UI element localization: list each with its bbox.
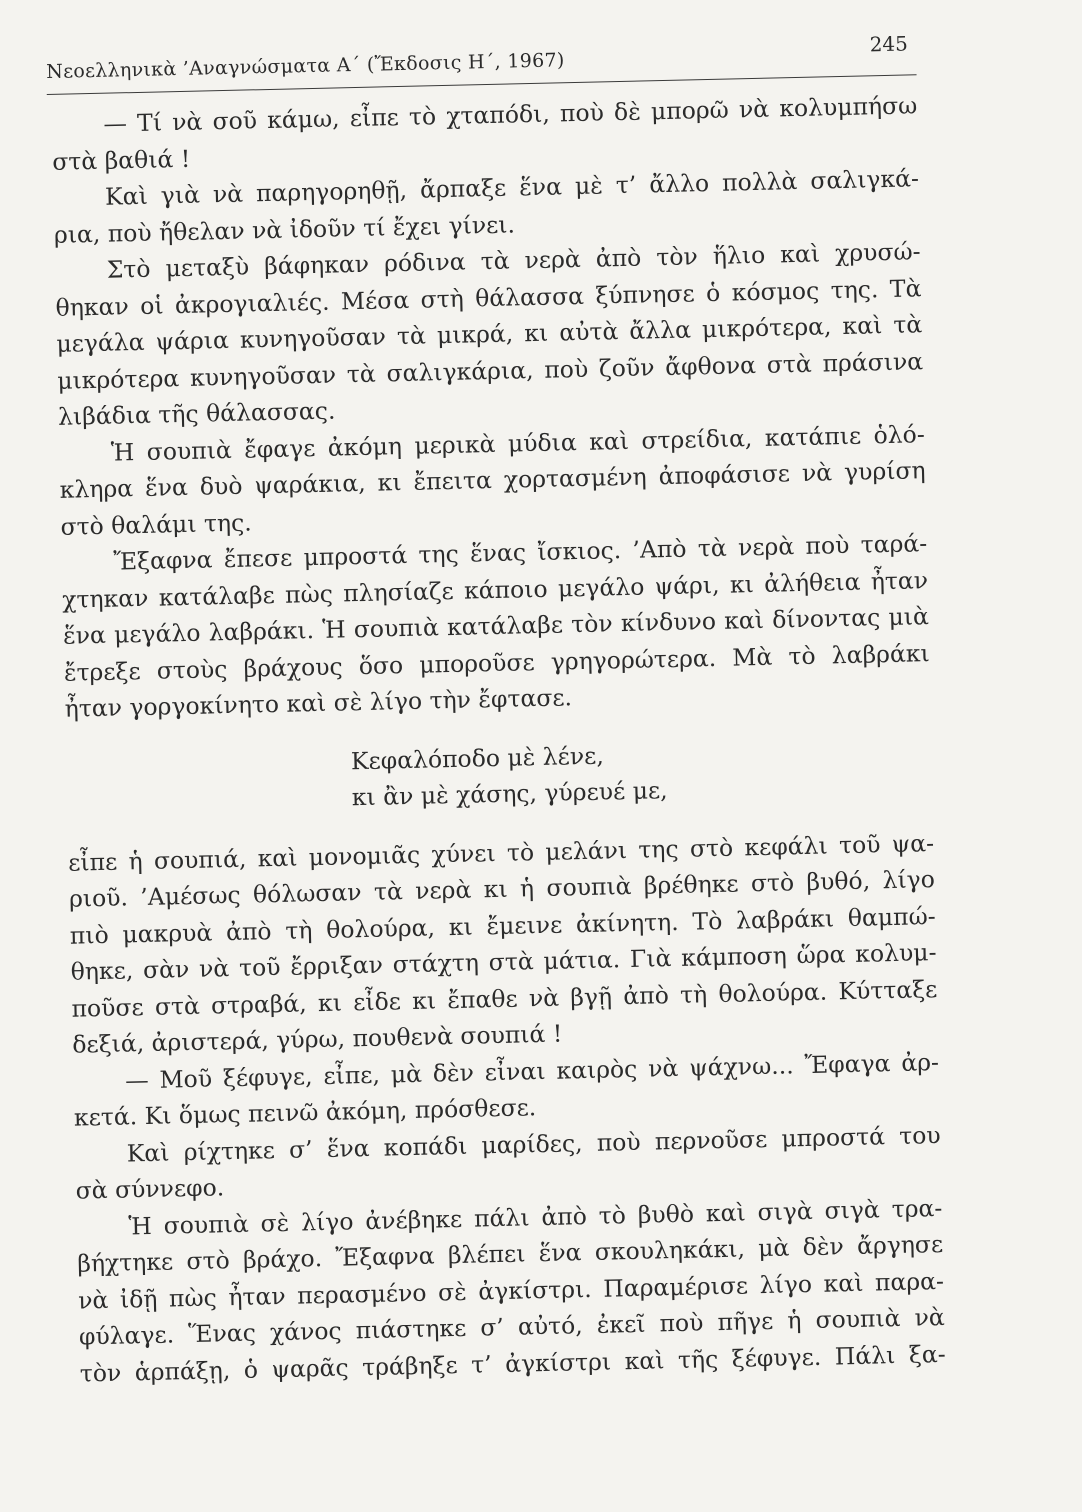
text-line: — Τί νὰ σοῦ κάμω, εἶπε τὸ χταπόδι, ποὺ δὲ μπορῶ νὰ κολυμπήσω — [103, 91, 918, 138]
running-header — [46, 29, 917, 89]
text-line: φύλαγε. Ἕνας χάνος πιάστηκε σ’ αὐτό, ἐκεῖ ποὺ πῆγε ἡ σουπιὰ νὰ — [78, 1302, 946, 1351]
text-line: τὸν ἁρπάξῃ, ὁ ψαρᾶς τράβηξε τ’ ἀγκίστρι καὶ τῆς ξέφυγε. Πάλι ξα- — [79, 1339, 946, 1388]
text-line: κληρα ἕνα δυὸ ψαράκια, κι ἔπειτα χορτασμένη ἀποφάσισε νὰ γυρίση — [59, 456, 926, 504]
text-line: βήχτηκε στὸ βράχο. Ἔξαφνα βλέπει ἕνα σκουληκάκι, μὰ δὲν ἄργησε — [76, 1229, 944, 1278]
text-line: στὰ βαθιά ! — [51, 144, 191, 176]
body-text — [51, 87, 946, 1391]
text-line: νὰ ἰδῇ πὼς ἦταν περασμένο σὲ ἀγκίστρι. Παραμέρισε λίγο καὶ παρα- — [77, 1266, 945, 1315]
verse-line: Κεφαλόποδο μὲ λένε, — [350, 741, 605, 775]
text-line: στὸ θαλάμι της. — [60, 507, 252, 541]
text-line: ρια, ποὺ ἤθελαν νὰ ἰδοῦν τί ἔχει γίνει. — [53, 209, 516, 249]
page-number: 245 — [869, 31, 909, 57]
text-line: Στὸ μεταξὺ βάφηκαν ρόδινα τὰ νερὰ ἀπὸ τὸν ἥλιο καὶ χρυσώ- — [106, 237, 921, 284]
text-line: χτηκαν κατάλαβε πὼς πλησίαζε κάποιο μεγάλο ψάρι, κι ἀλήθεια ἦταν — [61, 565, 929, 614]
text-line: κετά. Κι ὅμως πεινῶ ἀκόμη, πρόσθεσε. — [73, 1093, 537, 1132]
header-title: Νεοελληνικὰ ’Αναγνώσματα Α΄ (Ἔκδοσις Η΄, 1967) — [46, 49, 565, 84]
text-line: — Μοῦ ξέφυγε, εἶπε, μὰ δὲν εἶναι καιρὸς νὰ ψάχνω... Ἔφαγα ἀρ- — [124, 1047, 940, 1094]
text-line: εἶπε ἡ σουπιά, καὶ μονομιᾶς χύνει τὸ μελάνι της στὸ κεφάλι τοῦ ψα- — [67, 828, 935, 877]
text-line: Καὶ γιὰ νὰ παρηγορηθῇ, ἄρπαξε ἕνα μὲ τ’ ἄλλο πολλὰ σαλιγκά- — [104, 164, 920, 211]
text-line: ποῦσε στὰ στραβά, κι εἶδε κι ἔπαθε νὰ βγῇ ἀπὸ τὴ θολούρα. Κύτταξε — [71, 974, 938, 1023]
text-line: λιβάδια τῆς θάλασσας. — [57, 396, 336, 431]
text-line: ἕνα μεγάλο λαβράκι. Ἡ σουπιὰ κατάλαβε τὸν κίνδυνο καὶ δίνοντας μιὰ — [62, 602, 930, 650]
text-line: πιὸ μακρυὰ ἀπὸ τὴ θολούρα, κι ἔμεινε ἀκίνητη. Τὸ λαβράκι θαμπώ- — [69, 901, 936, 950]
text-line: Ἔξαφνα ἔπεσε μπροστά της ἕνας ἴσκιος. ’Απὸ τὰ νερὰ ποὺ ταρά- — [113, 529, 928, 576]
text-line: Ἡ σουπιὰ σὲ λίγο ἀνέβηκε πάλι ἀπὸ τὸ βυθὸ καὶ σιγὰ σιγὰ τρα- — [128, 1193, 943, 1240]
text-line: δεξιά, ἀριστερά, γύρω, πουθενὰ σουπιά ! — [72, 1019, 563, 1059]
verse-line: κι ἂν μὲ χάσης, γύρευέ με, — [351, 776, 668, 812]
text-line: μικρότερα κυνηγοῦσαν τὰ σαλιγκάρια, ποὺ ζοῦν ἄφθονα στὰ πράσινα — [56, 346, 924, 395]
text-line: Καὶ ρίχτηκε σ’ ἕνα κοπάδι μαρίδες, ποὺ περνοῦσε μπροστά του — [126, 1120, 941, 1167]
text-line: ἔτρεξε στοὺς βράχους ὅσο μποροῦσε γρηγορώτερα. Μὰ τὸ λαβράκι — [63, 638, 930, 687]
text-line: θηκε, σὰν νὰ τοῦ ἔρριξαν στάχτη στὰ μάτια. Γιὰ κάμποση ὥρα κολυμ- — [70, 938, 937, 986]
text-line: μεγάλα ψάρια κυνηγοῦσαν τὰ μικρά, κι αὐτὰ ἄλλα μικρότερα, καὶ τὰ — [56, 310, 923, 358]
text-line: ριοῦ. ’Αμέσως θόλωσαν τὰ νερὰ κι ἡ σουπιὰ βρέθηκε στὸ βυθό, λίγο — [68, 865, 936, 913]
text-line: σὰ σύννεφο. — [75, 1173, 225, 1205]
text-line: Ἡ σουπιὰ ἔφαγε ἀκόμη μερικὰ μύδια καὶ στρείδια, κατάπιε ὁλό- — [110, 419, 926, 467]
text-line: ἦταν γοργοκίνητο καὶ σὲ λίγο τὴν ἔφτασε. — [64, 683, 573, 723]
text-line: θηκαν οἱ ἀκρογιαλιές. Μέσα στὴ θάλασσα ξύπνησε ὁ κόσμος της. Τὰ — [55, 273, 922, 322]
